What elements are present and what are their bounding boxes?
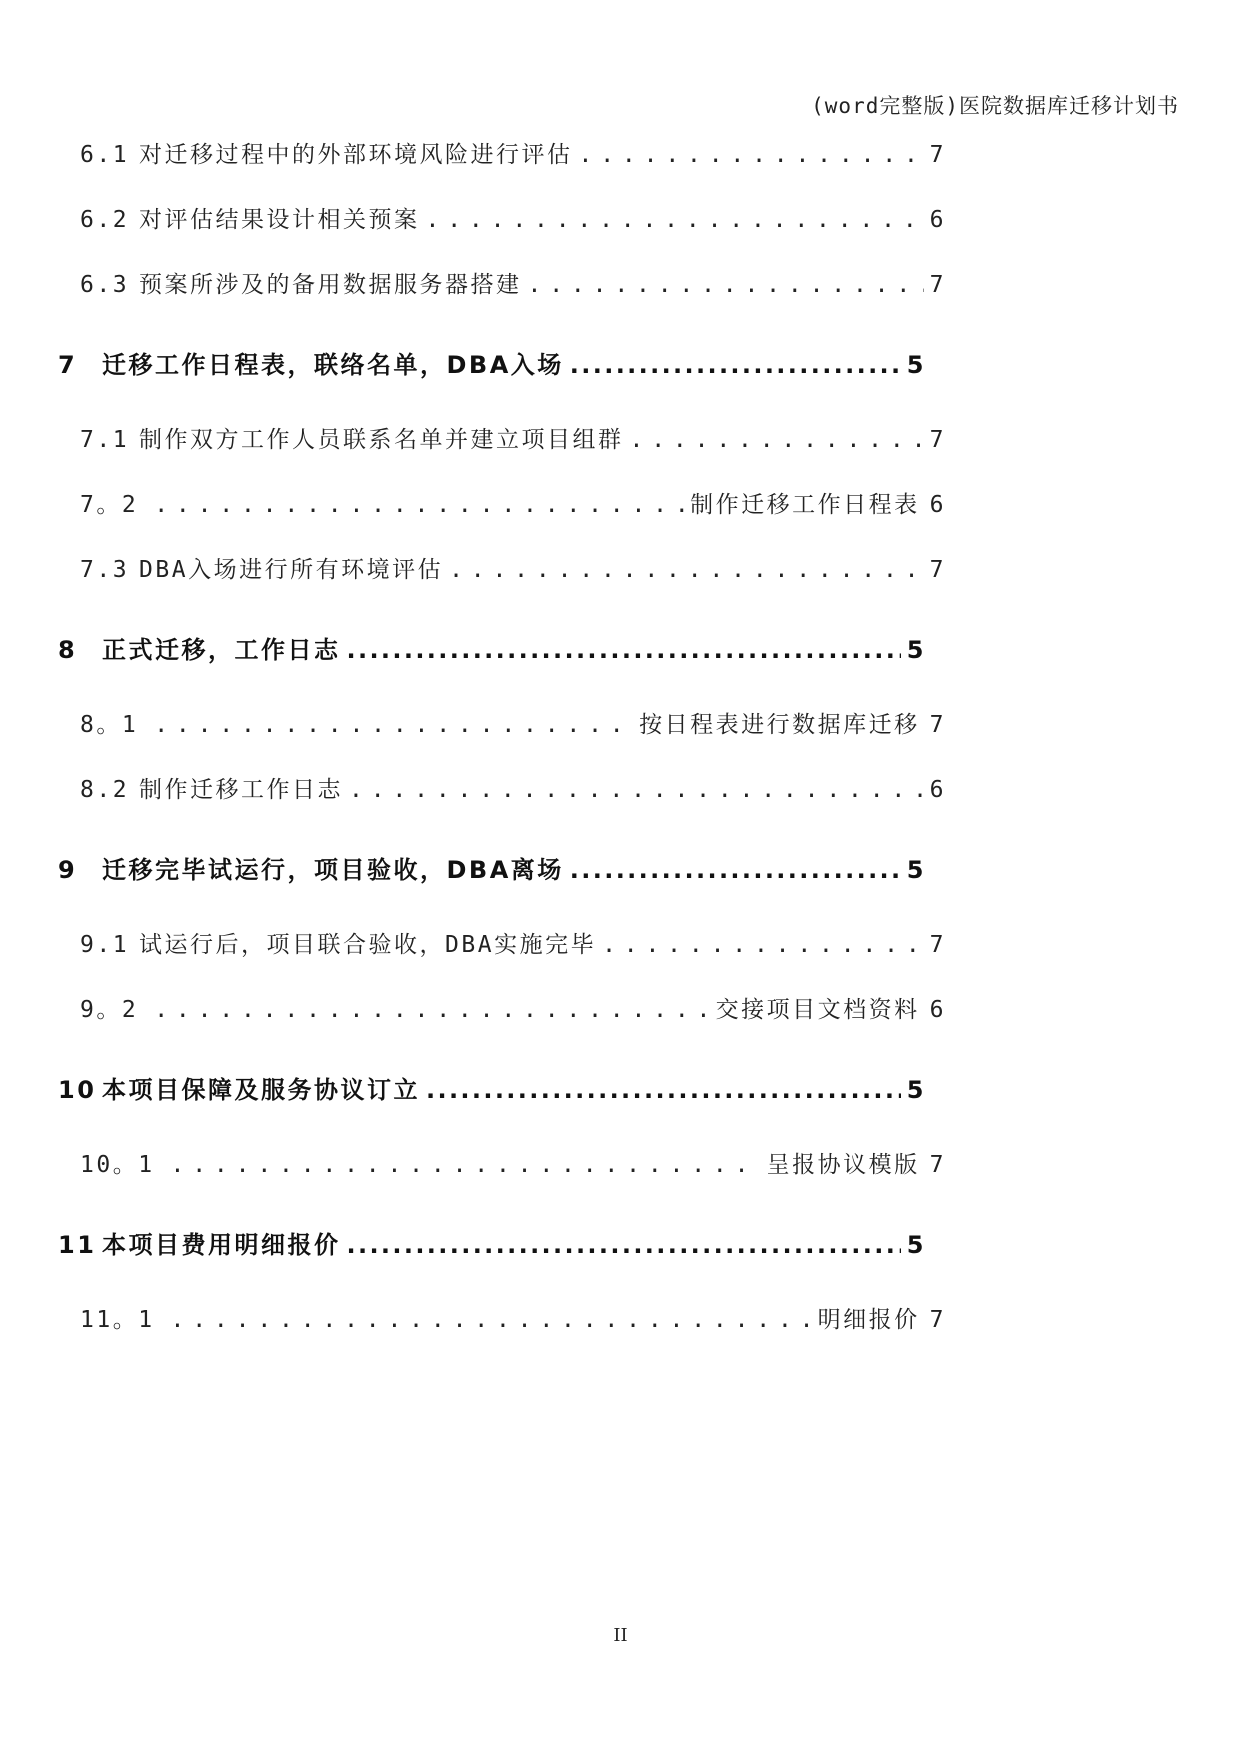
toc-entry-page: 7 (929, 142, 946, 168)
toc-entry-number: 11。1 (80, 1307, 155, 1333)
toc-entry-number: 9。2 (80, 997, 139, 1023)
toc-chapter[interactable] (58, 1225, 926, 1260)
running-header: (word完整版)医院数据库迁移计划书 (811, 94, 1179, 118)
toc-entry-title: 制作双方工作人员联系名单并建立项目组群 (139, 427, 624, 453)
page-number: II (613, 1625, 628, 1646)
dot-leader (154, 997, 709, 1023)
toc-entry[interactable] (80, 771, 946, 804)
toc-entry-title: 明细报价 (817, 1307, 920, 1333)
toc-entry[interactable] (80, 991, 946, 1024)
toc-chapter-number: 11 (58, 1231, 97, 1259)
toc-entry[interactable] (80, 926, 946, 959)
toc-chapter-title: 本项目保障及服务协议订立 (102, 1076, 420, 1104)
toc-entry-number: 9.1 (80, 932, 130, 958)
toc-entry-title: 试运行后，项目联合验收，DBA实施完毕 (139, 932, 597, 958)
toc-entry-title: 按日程表进行数据库迁移 (639, 712, 920, 738)
dot-leader (570, 351, 901, 379)
toc-chapter-page: 5 (906, 1231, 926, 1259)
toc-entry[interactable] (80, 486, 946, 519)
toc-chapter[interactable] (58, 850, 926, 885)
toc-entry-number: 8.2 (80, 777, 130, 803)
toc-entry[interactable] (80, 1146, 946, 1179)
toc-entry-number: 6.2 (80, 207, 130, 233)
toc-entry-title: DBA入场进行所有环境评估 (139, 557, 444, 583)
toc-entry-title: 对评估结果设计相关预案 (139, 207, 420, 233)
toc-chapter-title: 迁移工作日程表，联络名单，DBA入场 (102, 351, 564, 379)
toc-entry-page: 7 (929, 272, 946, 298)
toc-entry-number: 6.1 (80, 142, 130, 168)
dot-leader (347, 636, 901, 664)
dot-leader (630, 427, 924, 453)
dot-leader (602, 932, 924, 958)
toc-entry[interactable] (80, 1301, 946, 1334)
dot-leader (347, 1231, 901, 1259)
toc-entry-page: 7 (929, 1152, 946, 1178)
dot-leader (426, 207, 924, 233)
toc-chapter[interactable] (58, 630, 926, 665)
toc-chapter-page: 5 (906, 1076, 926, 1104)
dot-leader (171, 1307, 812, 1333)
toc-chapter-number: 10 (58, 1076, 97, 1104)
toc-entry-title: 预案所涉及的备用数据服务器搭建 (139, 272, 522, 298)
toc-chapter-title: 迁移完毕试运行，项目验收，DBA离场 (102, 856, 564, 884)
toc-chapter[interactable] (58, 345, 926, 380)
toc-chapter[interactable] (58, 1070, 926, 1105)
toc-entry[interactable] (80, 201, 946, 234)
toc-entry-number: 6.3 (80, 272, 130, 298)
toc-entry-title: 呈报协议模版 (766, 1152, 920, 1178)
toc-entry-title: 制作迁移工作日志 (139, 777, 344, 803)
toc-entry-page: 6 (929, 492, 946, 518)
toc-entry-number: 7.3 (80, 557, 130, 583)
toc-chapter-page: 5 (906, 636, 926, 664)
toc-entry-page: 7 (929, 557, 946, 583)
dot-leader (449, 557, 924, 583)
dot-leader (579, 142, 924, 168)
toc-entry[interactable] (80, 136, 946, 169)
toc-entry-number: 7。2 (80, 492, 139, 518)
toc-entry-title: 交接项目文档资料 (715, 997, 920, 1023)
toc-chapter-number: 9 (58, 856, 78, 884)
toc-entry-page: 6 (929, 207, 946, 233)
toc-entry-page: 6 (929, 777, 946, 803)
dot-leader (349, 777, 924, 803)
toc-entry-page: 7 (929, 427, 946, 453)
toc-entry[interactable] (80, 266, 946, 299)
toc-chapter-title: 正式迁移，工作日志 (102, 636, 341, 664)
toc-entry-number: 8。1 (80, 712, 139, 738)
toc-entry[interactable] (80, 551, 946, 584)
toc-entry-page: 7 (929, 932, 946, 958)
toc-entry-title: 对迁移过程中的外部环境风险进行评估 (139, 142, 573, 168)
dot-leader (570, 856, 901, 884)
toc-chapter-number: 8 (58, 636, 78, 664)
toc-chapter-page: 5 (906, 856, 926, 884)
toc-entry-number: 10。1 (80, 1152, 155, 1178)
dot-leader (154, 492, 684, 518)
toc-entry-page: 6 (929, 997, 946, 1023)
toc-entry[interactable] (80, 706, 946, 739)
dot-leader (426, 1076, 901, 1104)
dot-leader (154, 712, 633, 738)
dot-leader (528, 272, 924, 298)
toc-entry-title: 制作迁移工作日程表 (690, 492, 920, 518)
toc-chapter-number: 7 (58, 351, 78, 379)
dot-leader (171, 1152, 761, 1178)
toc-entry-number: 7.1 (80, 427, 130, 453)
toc-chapter-title: 本项目费用明细报价 (102, 1231, 341, 1259)
toc-entry[interactable] (80, 421, 946, 454)
toc-chapter-page: 5 (906, 351, 926, 379)
toc-entry-page: 7 (929, 712, 946, 738)
toc-entry-page: 7 (929, 1307, 946, 1333)
